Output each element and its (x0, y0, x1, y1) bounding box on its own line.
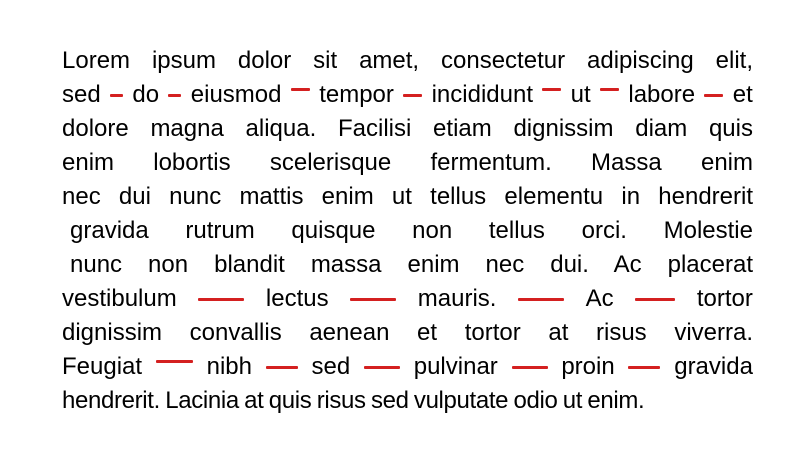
word: tempor (319, 81, 394, 108)
word: lectus (265, 285, 329, 312)
word: mauris. (417, 285, 497, 312)
red-dash-mark (628, 366, 660, 369)
text-line-9: dignissim convallis aenean et tortor at risus viverra. (62, 319, 753, 346)
red-dash-mark (350, 298, 396, 301)
red-dash-mark (364, 366, 400, 369)
word: nibh (206, 353, 252, 380)
red-dash-mark (518, 298, 564, 301)
word: Ac (585, 285, 614, 312)
red-dash-mark (542, 88, 561, 91)
word: ut (570, 81, 591, 108)
text-line-2 (62, 78, 753, 112)
word: proin (561, 353, 615, 380)
text-line-8 (62, 282, 753, 316)
word: Feugiat (62, 353, 143, 380)
red-dash-mark (291, 88, 310, 91)
word: eiusmod (190, 81, 282, 108)
text-line-3: dolore magna aliqua. Facilisi etiam dignissim diam quis (62, 115, 753, 142)
text-line-10 (62, 350, 753, 384)
word: do (132, 81, 160, 108)
red-dash-mark (403, 94, 422, 97)
red-dash-mark (512, 366, 548, 369)
red-dash-mark (198, 298, 244, 301)
text-line-5: nec dui nunc mattis enim ut tellus elementu in hendrerit (62, 183, 753, 210)
red-dash-mark (704, 94, 723, 97)
red-dash-mark (266, 366, 298, 369)
word: sed (311, 353, 351, 380)
text-line-1: Lorem ipsum dolor sit amet, consectetur adipiscing elit, (62, 47, 753, 74)
red-dash-mark (110, 94, 123, 97)
red-dash-mark (635, 298, 675, 301)
red-dash-mark (156, 360, 193, 363)
text-line-4: enim lobortis scelerisque fermentum. Massa enim (62, 149, 753, 176)
word: et (732, 81, 753, 108)
text-line-7: nunc non blandit massa enim nec dui. Ac placerat (70, 251, 753, 278)
text-line-6: gravida rutrum quisque non tellus orci. Molestie (70, 217, 753, 244)
word: pulvinar (413, 353, 498, 380)
word: vestibulum (62, 285, 177, 312)
word: gravida (674, 353, 753, 380)
red-dash-mark (600, 88, 619, 91)
word: labore (628, 81, 696, 108)
text-line-11: hendrerit. Lacinia at quis risus sed vulputate odio ut enim. (62, 387, 645, 414)
word: tortor (696, 285, 753, 312)
word: sed (62, 81, 101, 108)
red-dash-mark (168, 94, 181, 97)
word: incididunt (431, 81, 533, 108)
